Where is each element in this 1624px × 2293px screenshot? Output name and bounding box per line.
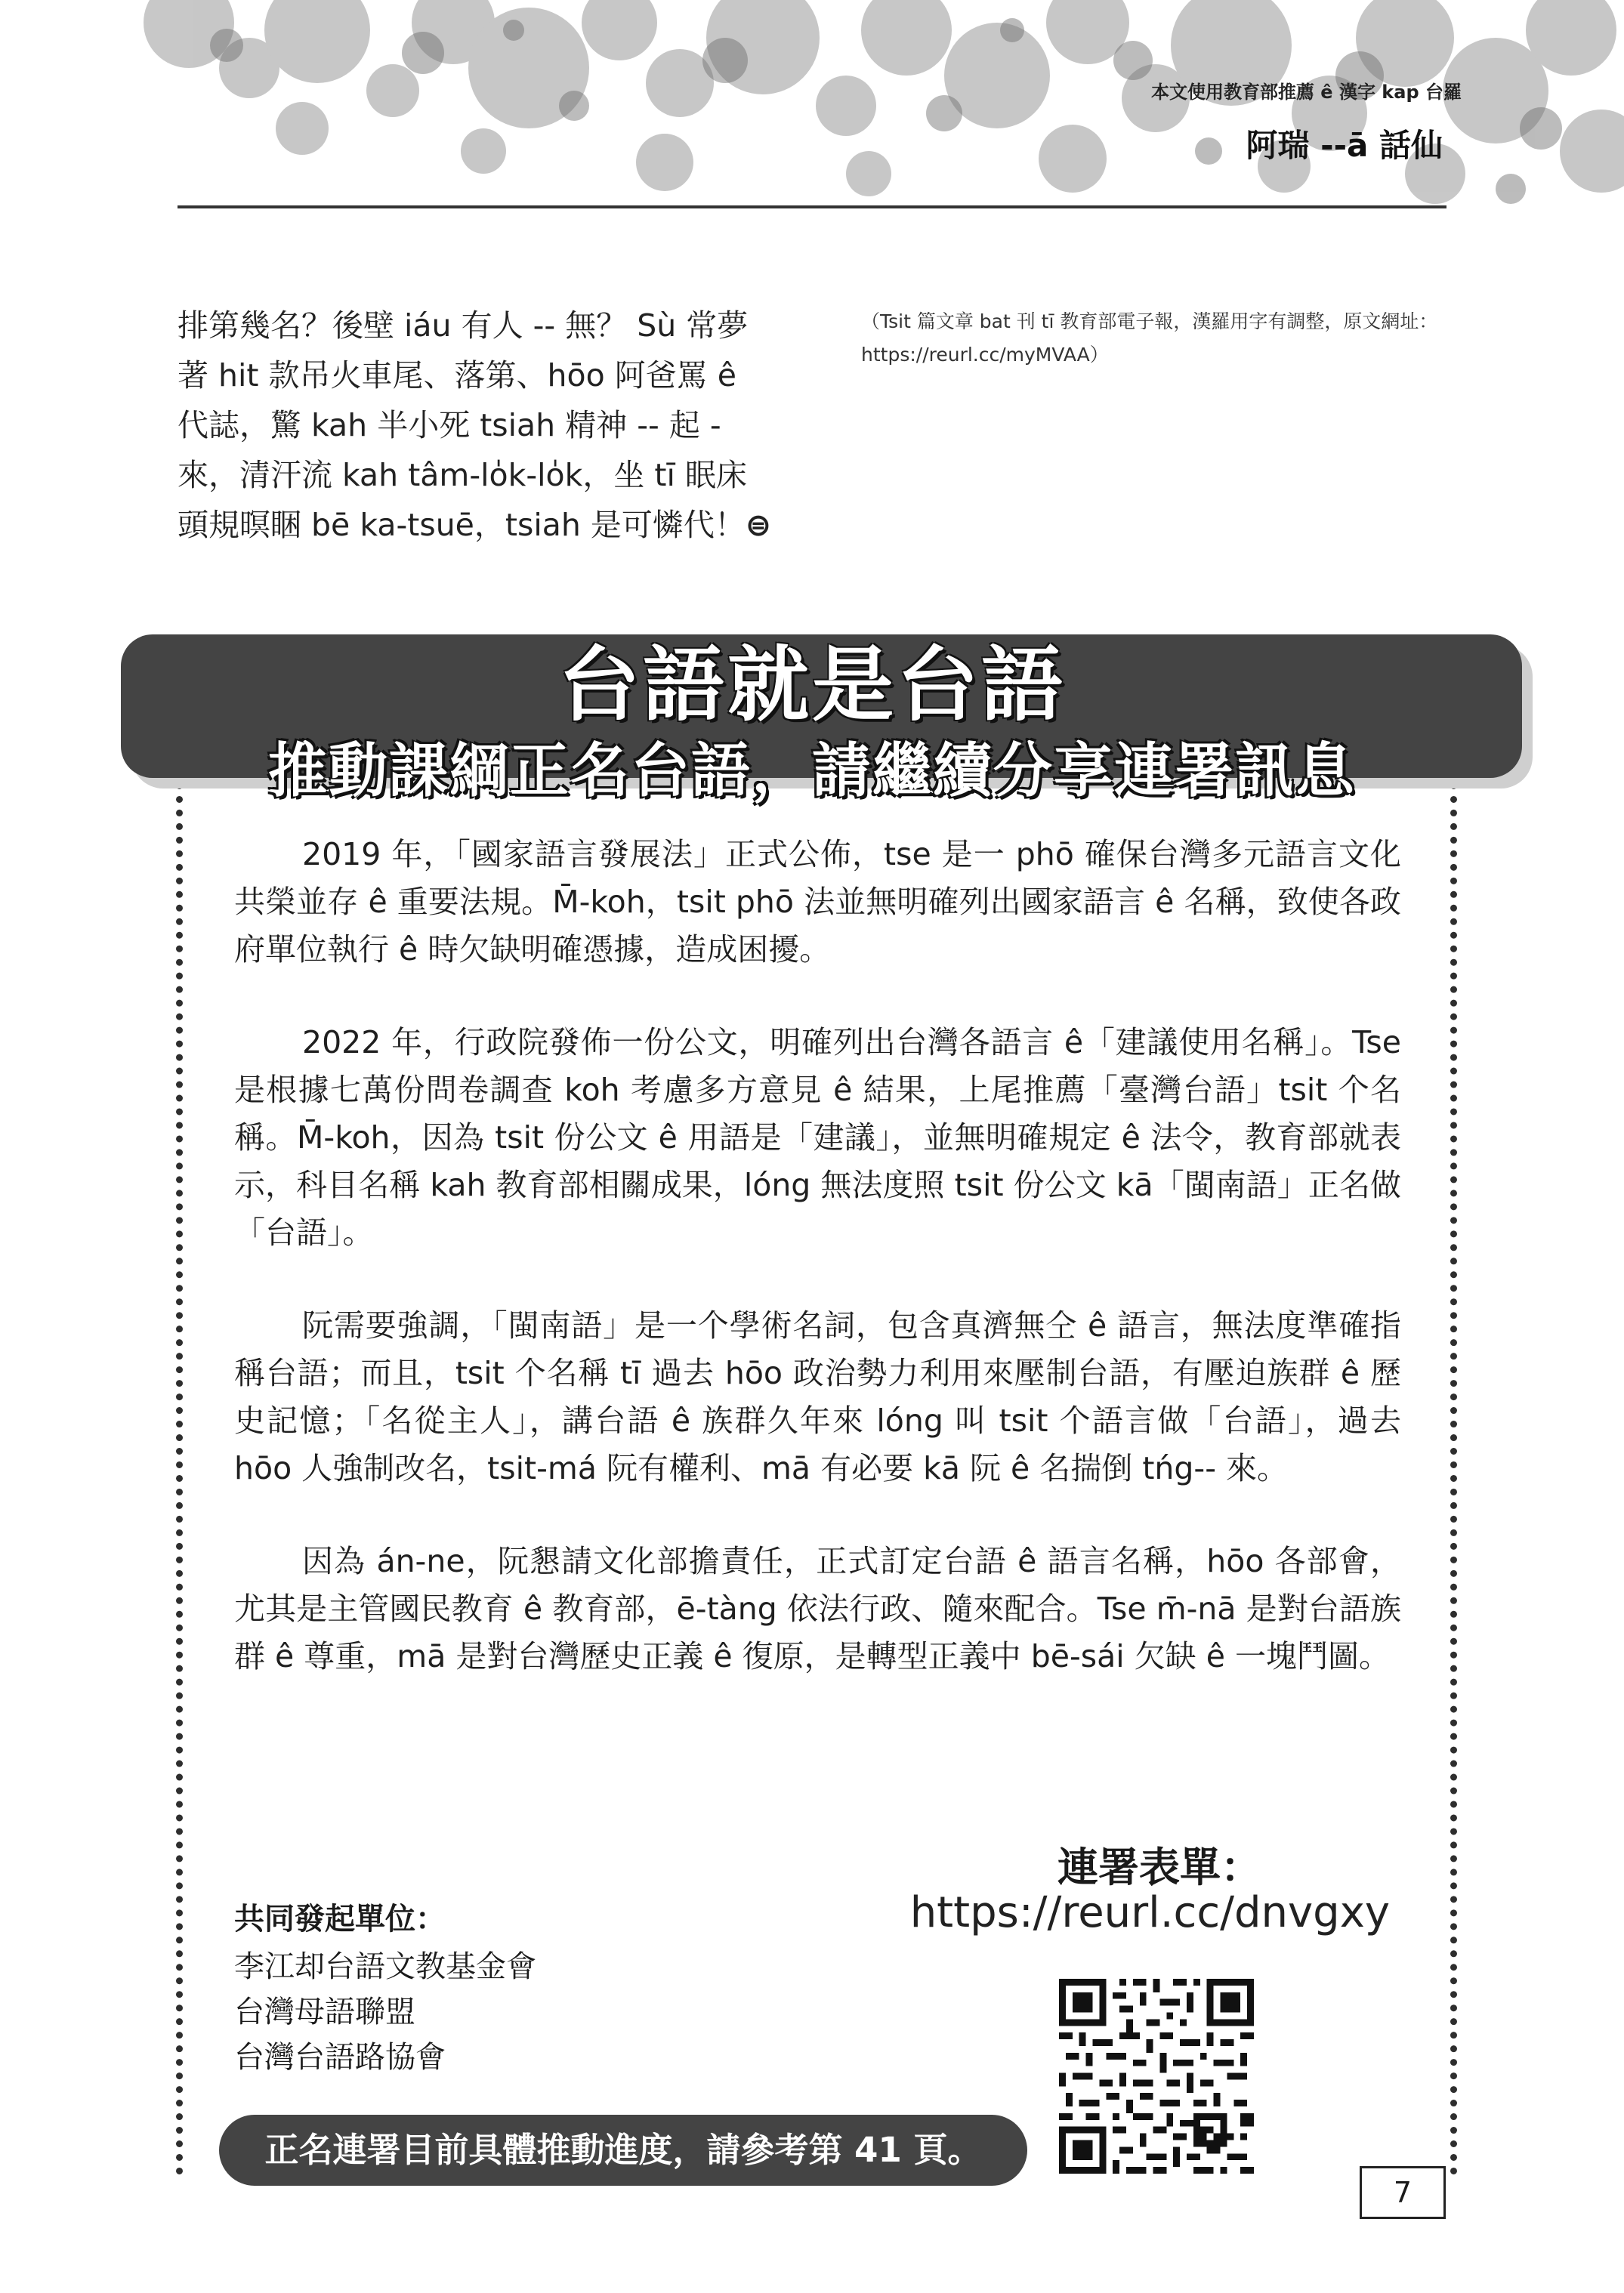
intro-paragraph bbox=[178, 301, 774, 550]
article-paragraph-1: 2019 年，「國家語言發展法」正式公佈，tse 是一 phō 確保台灣多元語言文化共榮並存 ê 重要法規。M̄-koh，tsit phō 法並無明確列出國家語言 ê 名稱，致使各政府單位執行 ê 時欠缺明確憑據，造成困擾。 bbox=[234, 836, 1401, 968]
sponsor-item: 台灣台語路協會 bbox=[234, 2040, 446, 2075]
form-url-link[interactable]: https://reurl.cc/dnvgxy bbox=[909, 1888, 1390, 1937]
form-title: 連署表單： bbox=[1057, 1844, 1261, 1891]
intro-text: 排第幾名？後壁 iáu 有人 -- 無？ Sù 常夢著 hit 款吊火車尾、落第、hōo 阿爸罵 ê 代誌，驚 kah 半小死 tsiah 精神 -- 起 - 來，清汗流 kah tâm-lo̍k-lo̍k，坐 tī 眠床頭規暝睏 bē ka-tsuē，tsiah 是可憐代！ bbox=[178, 307, 749, 543]
sponsor-item: 李江却台語文教基金會 bbox=[234, 1949, 536, 1984]
sponsor-item: 台灣母語聯盟 bbox=[234, 1995, 415, 2029]
article-paragraph-2: 2022 年，行政院發佈一份公文，明確列出台灣各語言 ê「建議使用名稱」。Tse 是根據七萬份問卷調查 koh 考慮多方意見 ê 結果，上尾推薦「臺灣台語」tsit 个名稱。M̄-koh，因為 tsit 份公文 ê 用語是「建議」，並無明確規定 ê 法令，教育部就表示，科目名稱 kah 教育部相關成果，lóng 無法度照 tsit 份公文 kā「閩南語」正名做「台語」。 bbox=[234, 1024, 1401, 1251]
page-number: 7 bbox=[1360, 2166, 1446, 2219]
bottom-note-banner: 正名連署目前具體推動進度，請參考第 41 頁。 bbox=[219, 2115, 1027, 2186]
sponsors-title: 共同發起單位： bbox=[234, 1902, 446, 1937]
source-note: （Tsit 篇文章 bat 刊 tī 教育部電子報，漢羅用字有調整，原文網址：https://reurl.cc/myMVAA） bbox=[861, 310, 1438, 366]
article-paragraph-3: 阮需要強調，「閩南語」是一个學術名詞，包含真濟無仝 ê 語言，無法度準確指稱台語；而且，tsit 个名稱 tī 過去 hōo 政治勢力利用來壓制台語，有壓迫族群 ê 歷史記憶；「名從主人」，講台語 ê 族群久年來 lóng 叫 tsit 个語言做「台語」，過去 hōo 人強制改名，tsit-má 阮有權利、mā 有必要 kā 阮 ê 名揣倒 tńg-- 來。 bbox=[234, 1307, 1401, 1486]
article-paragraph-4: 因為 án-ne，阮懇請文化部擔責任，正式訂定台語 ê 語言名稱，hōo 各部會，尤其是主管國民教育 ê 教育部，ē-tàng 依法行政、隨來配合。Tse m̄-nā 是對台語族群 ê 尊重，mā 是對台灣歷史正義 ê 復原，是轉型正義中 bē-sái 欠缺 ê 一塊鬥圖。 bbox=[234, 1543, 1401, 1674]
banner-subtitle: 推動課綱正名台語，請繼續分享連署訊息 bbox=[267, 737, 1356, 805]
ink-splash-header-decoration bbox=[0, 0, 1624, 219]
header-note: 本文使用教育部推薦 ê 漢字 kap 台羅 bbox=[1150, 82, 1462, 103]
banner-title: 台語就是台語 bbox=[557, 638, 1066, 733]
header-divider bbox=[178, 205, 1446, 208]
article-body bbox=[234, 831, 1401, 1726]
sponsors-block bbox=[234, 1894, 763, 2080]
end-mark-icon: ⊜ bbox=[745, 507, 772, 543]
qr-code-icon[interactable] bbox=[1059, 1979, 1254, 2174]
column-title: 阿瑞 --ā 話仙 bbox=[1246, 127, 1443, 164]
